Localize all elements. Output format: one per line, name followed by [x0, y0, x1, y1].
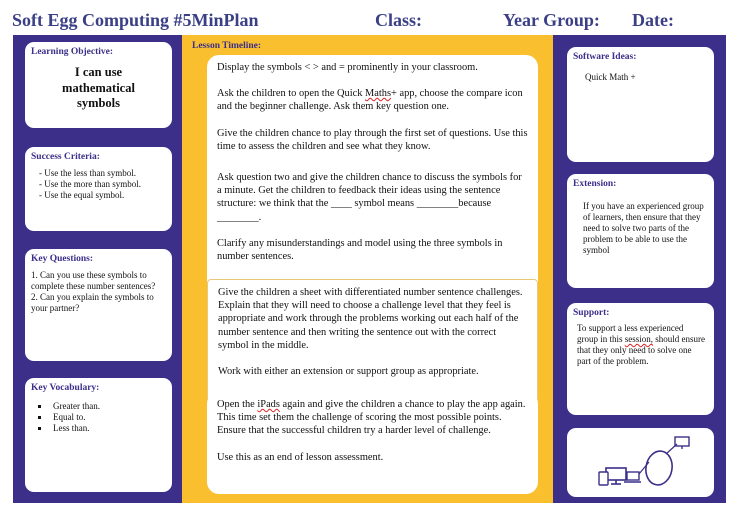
support-title: Support: — [573, 308, 610, 318]
learning-objective-title: Learning Objective: — [31, 47, 114, 57]
learning-objective-card — [25, 42, 172, 128]
software-ideas-title: Software Ideas: — [573, 52, 637, 62]
key-vocabulary-card — [25, 378, 172, 492]
learning-objective-text: I can use mathematical symbols — [62, 65, 135, 110]
key-questions-text — [31, 270, 166, 314]
lesson-timeline-title: Lesson Timeline: — [192, 41, 262, 51]
support-card — [567, 303, 714, 415]
lesson-card-4 — [207, 392, 538, 494]
date-label: Date: — [632, 10, 674, 30]
card1-p2: Ask the children to open the Quick Maths+ app, choose the compare icon and the beginner challenge. Ask them key question one. — [217, 88, 523, 113]
card1-p1: Display the symbols < > and = prominently in your classroom. — [217, 62, 478, 73]
software-ideas-card — [567, 47, 714, 162]
lesson-timeline-panel — [182, 35, 553, 503]
list-item: - Use the more than symbol. — [39, 179, 166, 190]
year-group-label: Year Group: — [503, 10, 600, 30]
software-ideas-text: Quick Math + — [585, 72, 636, 82]
card2-p1: Ask question two and give the children chance to discuss the symbols for a minute. Get the children to feedback their ideas using the sentence structure: we think that the ____ symbol means ________because ________. — [217, 172, 522, 223]
list-item: Greater than. — [53, 401, 166, 412]
key-vocabulary-list — [31, 401, 166, 434]
success-criteria-card — [25, 147, 172, 231]
card2-p2: Clarify any misunderstandings and model using the three symbols in number sentences. — [217, 237, 503, 263]
support-text: To support a less experienced group in this session, should ensure that they only need to solve one part of the problem. — [577, 323, 706, 366]
card4-p1: Open the iPads again and give the children a chance to play the app again. This time set them the challenge of scoring the most possible points. Ensure that the successful children try a harder level of challenge. — [217, 399, 526, 437]
page-title: Soft Egg Computing #5MinPlan — [12, 10, 259, 30]
list-item: Less than. — [53, 423, 166, 434]
list-item: Equal to. — [53, 412, 166, 423]
success-criteria-list — [31, 168, 166, 201]
class-label: Class: — [375, 10, 423, 30]
extension-card — [567, 174, 714, 288]
list-item: - Use the equal symbol. — [39, 190, 166, 201]
key-questions-title: Key Questions: — [31, 254, 94, 264]
extension-text: If you have an experienced group of learners, then ensure that they need to solve two parts of the problem to be able to use the symbol — [583, 201, 704, 255]
key-vocabulary-title: Key Vocabulary: — [31, 383, 100, 393]
list-item: - Use the less than symbol. — [39, 168, 166, 179]
key-questions-card — [25, 249, 172, 361]
key-question-2: 2. Can you explain the symbols to your partner? — [31, 292, 154, 313]
logo-card — [567, 428, 714, 497]
card3-p1: Give the children a sheet with differentiated number sentence challenges. Explain that they will need to choose a challenge level that they feel is appropriate and work through the problems working out each half of the number sentence and then writing the sentence out with the correct symbol in the middle. — [218, 287, 523, 351]
card1-p3: Give the children chance to play through the first set of questions. Use this time to assess the children and see what they know. — [217, 127, 528, 152]
success-criteria-title: Success Criteria: — [31, 152, 100, 162]
card3-p2: Work with either an extension or support group as appropriate. — [218, 366, 479, 378]
key-question-1: 1. Can you use these symbols to complete these number sentences? — [31, 270, 156, 291]
extension-title: Extension: — [573, 179, 617, 189]
devices-egg-logo-icon — [569, 432, 709, 494]
card4-p2: Use this as an end of lesson assessment. — [217, 451, 384, 463]
